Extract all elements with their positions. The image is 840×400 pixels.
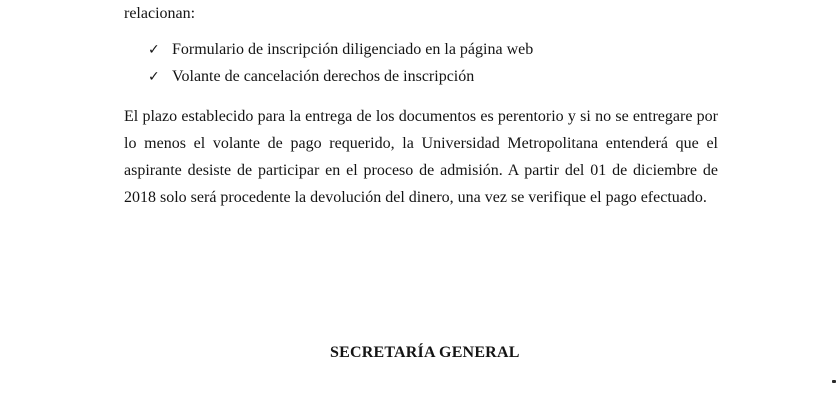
signature-title: SECRETARÍA GENERAL (330, 344, 520, 361)
checkmark-icon: ✓ (148, 69, 160, 85)
intro-fragment: relacionan: (124, 5, 196, 22)
requirement-text: Volante de cancelación derechos de inscripción (172, 68, 475, 85)
deadline-paragraph (124, 107, 718, 215)
scan-speck (832, 380, 836, 383)
list-item (148, 40, 533, 67)
requirement-text: Formulario de inscripción diligenciado en la página web (172, 41, 534, 58)
paragraph-line: 2018 solo será procedente la devolución del dinero, una vez se verifique el pago efectuado. (124, 189, 707, 206)
checkmark-icon: ✓ (148, 42, 160, 58)
paragraph-line: aspirante desiste de participar en el proceso de admisión. A partir del 01 de diciembre de (124, 162, 718, 179)
requirements-list (148, 40, 533, 94)
paragraph-line: lo menos el volante de pago requerido, la Universidad Metropolitana entenderá que el (124, 135, 718, 152)
list-item (148, 67, 533, 94)
paragraph-line: El plazo establecido para la entrega de los documentos es perentorio y si no se entregare por (124, 108, 718, 125)
